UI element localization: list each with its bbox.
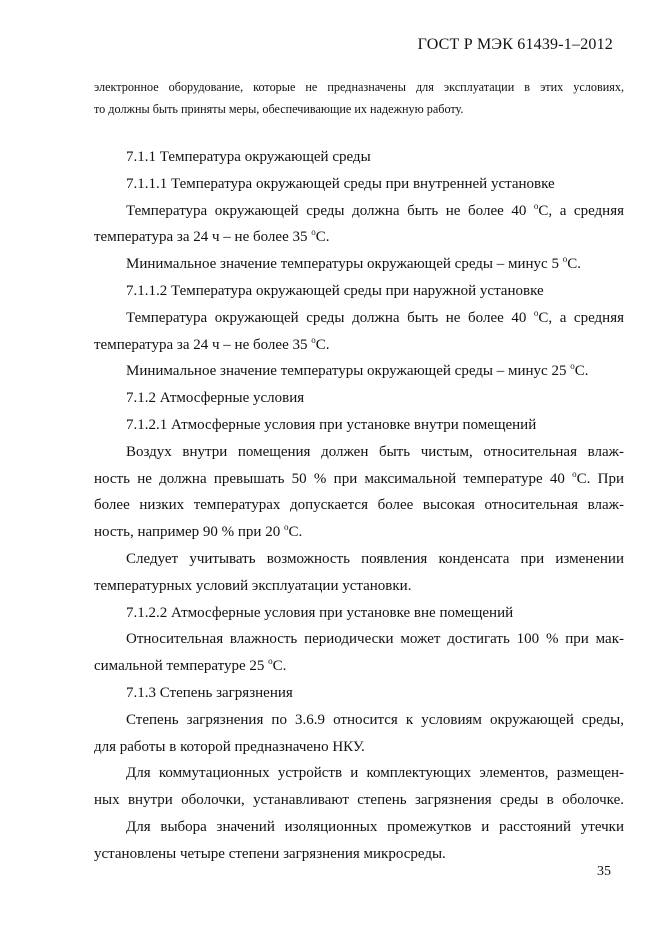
- paragraph-line: температура за 24 ч – не более 35 $^o$С.: [94, 227, 330, 246]
- section-heading: 7.1.3 Степень загрязнения: [126, 684, 293, 701]
- paragraph-line: ных внутри оболочки, устанавливают степень загрязнения среды в оболочке.: [94, 792, 624, 809]
- section-heading: 7.1.2 Атмосферные условия: [126, 390, 305, 407]
- paragraph-line: Степень загрязнения по 3.6.9 относится к условиям окружающей среды,: [126, 711, 624, 728]
- paragraph-line: более низких температурах допускается более высокая относительная влаж-: [94, 497, 624, 514]
- paragraph-line: Минимальное значение температуры окружающей среды – минус 5 $^o$С.: [126, 254, 581, 273]
- document-body: [94, 144, 624, 868]
- degree-sign: o: [533, 200, 539, 211]
- paragraph-line: Минимальное значение температуры окружающей среды – минус 25 $^o$С.: [126, 361, 589, 380]
- paragraph-line: Температура окружающей среды должна быть не более 40 $^o$С, а средняя: [126, 200, 625, 219]
- paragraph-line: симальной температуре 25 $^o$С.: [94, 656, 287, 675]
- page-number: 35: [597, 864, 611, 879]
- section-heading: 7.1.2.2 Атмосферные условия при установке вне помещений: [126, 604, 514, 621]
- paragraph-line: для работы в которой предназначено НКУ.: [94, 738, 365, 755]
- paragraph-line: температурных условий эксплуатации установки.: [94, 577, 412, 594]
- paragraph-line: Температура окружающей среды должна быть не более 40 $^o$С, а средняя: [126, 307, 625, 326]
- document-header: ГОСТ Р МЭК 61439-1–2012: [417, 36, 613, 53]
- degree-sign: o: [572, 468, 577, 479]
- intro-line: электронное оборудование, которые не предназначены для эксплуатации в этих условиях,: [94, 80, 624, 94]
- section-heading: 7.1.2.1 Атмосферные условия при установке внутри помещений: [126, 416, 537, 433]
- degree-sign: o: [533, 307, 539, 318]
- paragraph-line: Воздух внутри помещения должен быть чистым, относительная влаж-: [126, 443, 624, 460]
- degree-sign: o: [311, 334, 316, 345]
- degree-sign: o: [268, 656, 273, 667]
- intro-paragraph: [94, 76, 624, 120]
- paragraph-line: установлены четыре степени загрязнения микросреды.: [94, 845, 446, 862]
- degree-sign: o: [283, 522, 289, 533]
- paragraph-line: ность не должна превышать 50 % при максимальной температуре 40 $^o$С. При: [94, 468, 624, 487]
- degree-sign: o: [570, 361, 575, 372]
- paragraph-line: Для выбора значений изоляционных промежутков и расстояний утечки: [126, 818, 624, 835]
- section-heading: 7.1.1.2 Температура окружающей среды при наружной установке: [126, 282, 544, 299]
- degree-sign: o: [562, 254, 568, 265]
- intro-line: то должны быть приняты меры, обеспечивающие их надежную работу.: [94, 102, 464, 116]
- paragraph-line: температура за 24 ч – не более 35 $^o$С.: [94, 334, 330, 353]
- paragraph-line: Следует учитывать возможность появления конденсата при изменении: [126, 550, 624, 567]
- section-heading: 7.1.1 Температура окружающей среды: [126, 149, 371, 165]
- paragraph-line: ность, например 90 % при 20 $^o$С.: [94, 522, 303, 541]
- paragraph-line: Относительная влажность периодически может достигать 100 % при мак-: [126, 631, 624, 648]
- section-heading: 7.1.1.1 Температура окружающей среды при внутренней установке: [126, 175, 555, 192]
- paragraph-line: Для коммутационных устройств и комплектующих элементов, размещен-: [126, 765, 624, 782]
- degree-sign: o: [311, 227, 316, 238]
